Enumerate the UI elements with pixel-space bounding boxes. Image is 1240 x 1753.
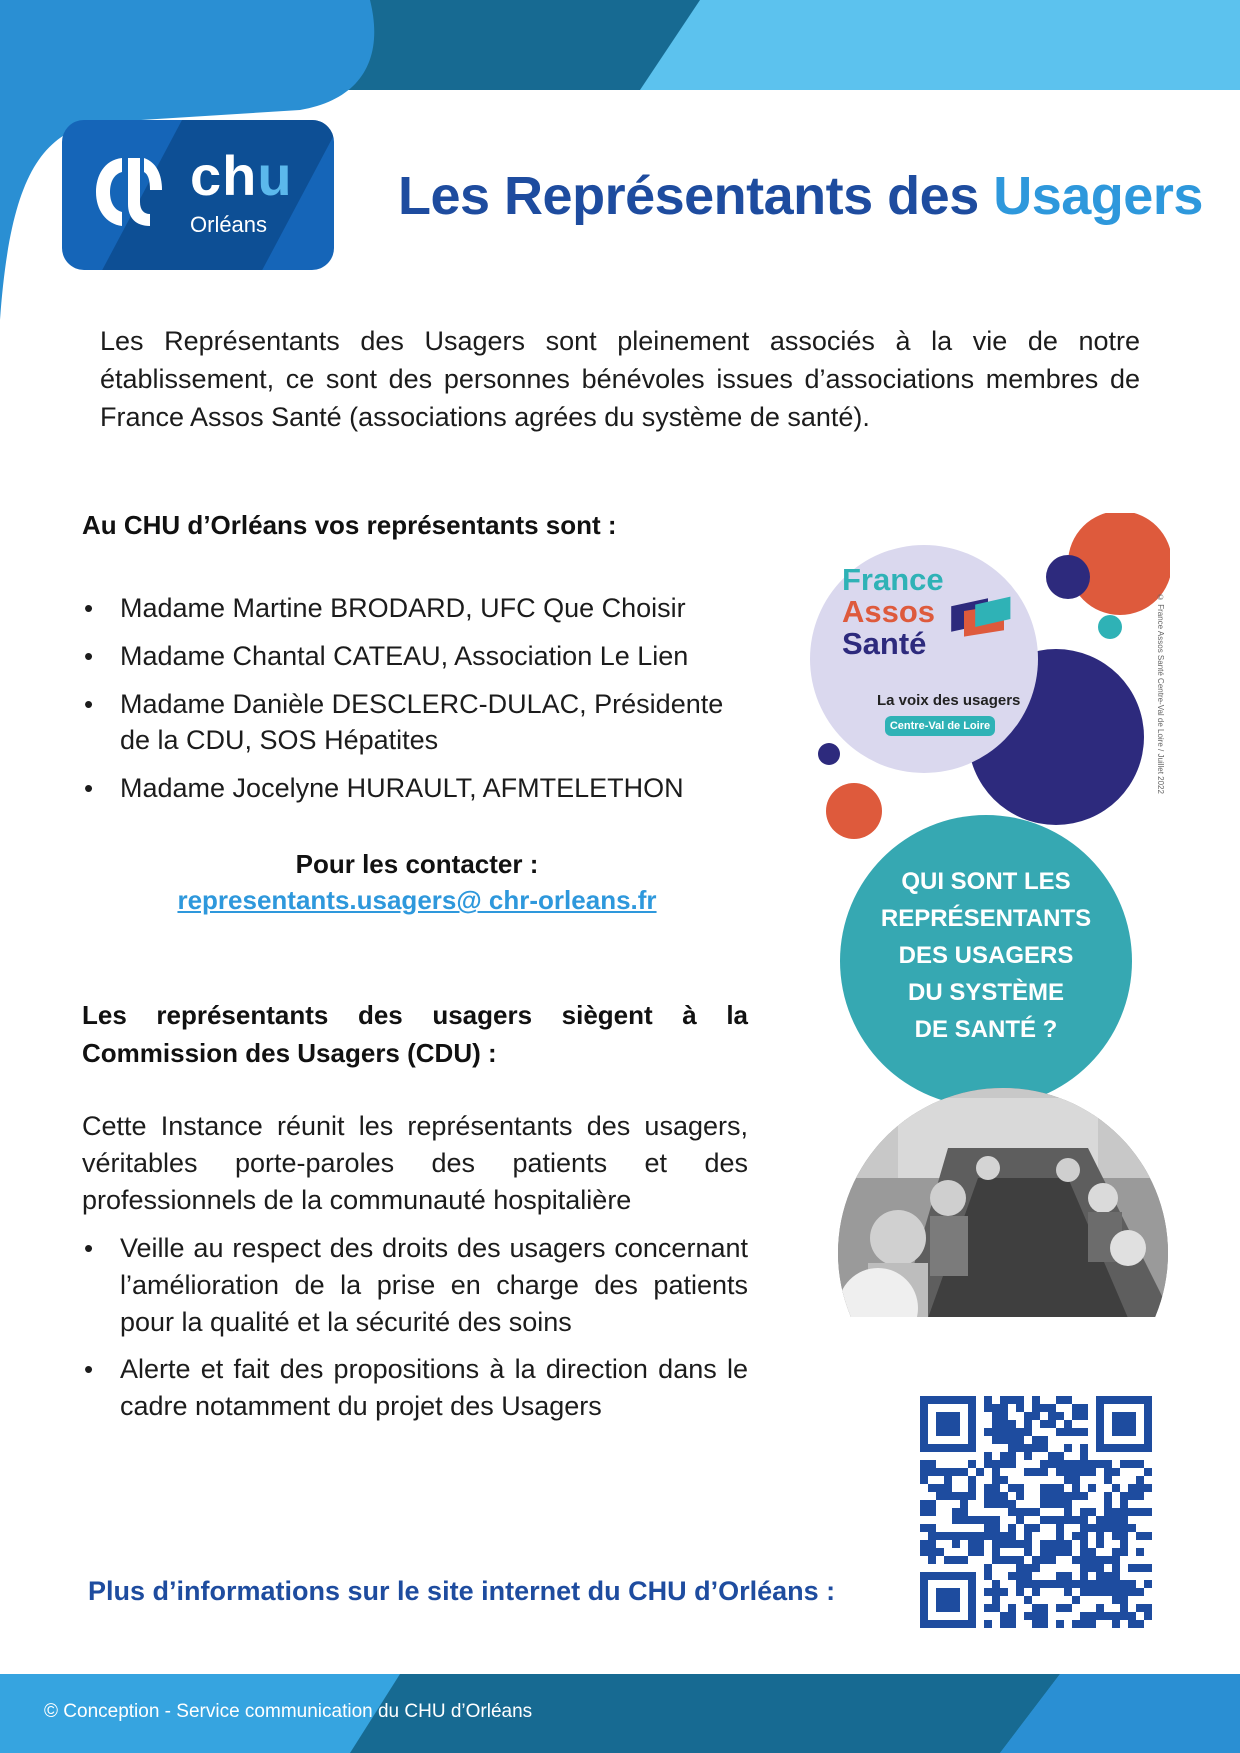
fas-brand-line3: Santé	[842, 626, 927, 661]
contact-email-link[interactable]: representants.usagers@ chr-orleans.fr	[177, 885, 657, 915]
brochure-copyright: © France Assos Santé Centre-Val de Loire / Juillet 2022	[1156, 593, 1165, 794]
brochure-question	[840, 863, 1132, 1048]
list-item: • Madame Martine BRODARD, UFC Que Choisir	[82, 590, 758, 626]
qr-code-icon[interactable]	[920, 1396, 1152, 1628]
meeting-photo-illustration	[838, 1088, 1168, 1317]
list-item: • Veille au respect des droits des usagers concernant l’amélioration de la prise en charge des patients pour la qualité et la sécurité des soins	[82, 1230, 748, 1341]
intro-paragraph: Les Représentants des Usagers sont pleinement associés à la vie de notre établissement, ce sont des personnes bénévoles issues d’associations membres de France Assos Santé (associations agrées du système de santé).	[100, 326, 1140, 432]
fas-brand-line1: France	[842, 562, 944, 597]
contact-block	[82, 846, 752, 918]
france-assos-sante-brochure	[776, 513, 1170, 1317]
decorative-dot	[1098, 615, 1122, 639]
question-line: REPRÉSENTANTS	[880, 905, 1092, 932]
fas-tagline: La voix des usagers	[877, 692, 1021, 709]
chu-symbol-icon	[92, 150, 164, 234]
decorative-dot	[1046, 555, 1090, 599]
representatives-heading: Au CHU d’Orléans vos représentants sont :	[82, 510, 617, 540]
title-main: Les Représentants des	[398, 166, 979, 226]
fas-logo-circle	[810, 545, 1038, 773]
logo-city: Orléans	[190, 212, 268, 237]
fas-region-badge: Centre-Val de Loire	[885, 716, 995, 736]
cdu-heading: Les représentants des usagers siègent à la Commission des Usagers (CDU) :	[82, 1000, 748, 1068]
decorative-dot	[818, 743, 840, 765]
meeting-photo	[838, 1088, 1168, 1317]
list-item: • Madame Chantal CATEAU, Association Le Lien	[82, 638, 758, 674]
question-line: QUI SONT LES	[901, 868, 1071, 895]
logo-brand-text	[190, 146, 293, 206]
decorative-dot	[826, 783, 882, 839]
footer-copyright: © Conception - Service communication du CHU d’Orléans	[44, 1701, 533, 1722]
page-title	[398, 160, 1203, 232]
question-line: DES USAGERS	[898, 942, 1074, 969]
fas-brand-line2: Assos	[842, 594, 936, 629]
chu-orleans-logo	[62, 120, 334, 270]
fas-flags-icon	[948, 595, 1012, 643]
logo-brand: chu	[190, 144, 293, 207]
cdu-list	[82, 1230, 748, 1435]
question-line: DU SYSTÈME	[907, 979, 1065, 1006]
cdu-description: Cette Instance réunit les représentants des usagers, véritables porte-paroles des patients et des professionnels de la communauté hospitalière	[82, 1111, 748, 1215]
more-info-text: Plus d’informations sur le site internet du CHU d’Orléans :	[88, 1576, 836, 1606]
list-item: • Madame Jocelyne HURAULT, AFMTELETHON	[82, 770, 758, 806]
contact-label: Pour les contacter :	[295, 849, 539, 879]
title-accent: Usagers	[993, 166, 1203, 226]
list-item: • Alerte et fait des propositions à la direction dans le cadre notamment du projet des Usagers	[82, 1351, 748, 1425]
logo-brand-accent-letter: u	[257, 144, 293, 207]
representatives-list	[82, 590, 758, 818]
question-line: DE SANTÉ ?	[914, 1016, 1058, 1043]
list-item: • Madame Danièle DESCLERC-DULAC, Présidente de la CDU, SOS Hépatites	[82, 686, 758, 758]
